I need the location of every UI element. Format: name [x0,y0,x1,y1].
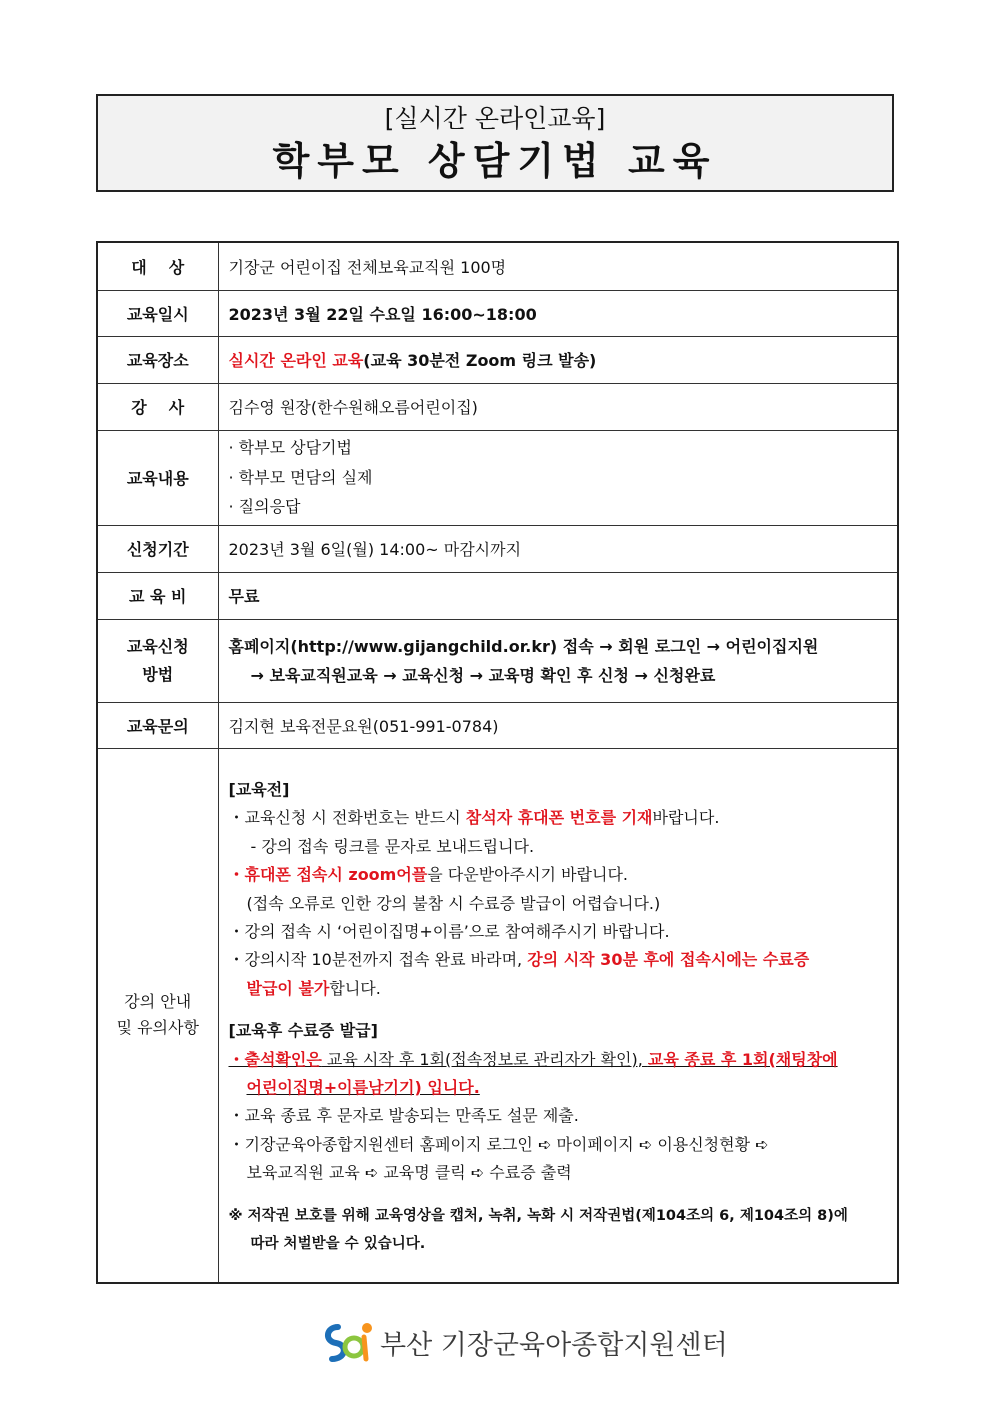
after-title: [교육후 수료증 발급] [228,1021,378,1041]
before-item-4: ・강의시작 10분전까지 접속 완료 바라며, 강의 시작 30분 후에 접속시에는 수료증 [228,950,810,970]
row-apply-method [97,619,898,702]
page-title: 학부모 상담기법 교육 [272,139,718,183]
content-item: · 질의응답 [228,497,301,517]
content-item: · 학부모 면담의 실제 [228,467,373,487]
footer-center-name: 부산 기장군육아종합지원센터 [380,1329,728,1361]
value-date: 2023년 3월 22일 수요일 16:00~18:00 [218,290,898,336]
after-item-3-sub: 보육교직원 교육 ➪ 교육명 클릭 ➪ 수료증 출력 [246,1163,572,1183]
label-apply-method-2: 방법 [142,664,174,684]
row-notes [97,748,898,1283]
before-item-3: ・강의 접속 시 ‘어린이집명+이름’으로 참여해주시기 바랍니다. [228,922,670,942]
label-apply-method [97,619,218,702]
label-apply-method-1: 교육신청 [126,636,189,656]
before-item-1: ・교육신청 시 전화번호는 반드시 참석자 휴대폰 번호를 기재바랍니다. [228,808,720,828]
before-title: [교육전] [228,780,290,799]
label-fee: 교 육 비 [97,572,218,619]
label-notes-1: 강의 안내 [124,992,192,1012]
place-note: (교육 30분전 Zoom 링크 발송) [363,351,597,370]
value-place [218,336,898,383]
value-target: 기장군 어린이집 전체보육교직원 100명 [218,242,898,290]
title-box [96,94,894,192]
value-fee: 무료 [218,572,898,619]
center-logo-icon [320,1319,374,1365]
apply-method-line2: → 보육교직원교육 → 교육신청 → 교육명 확인 후 신청 → 신청완료 [250,665,716,685]
copyright-line2: 따라 처벌받을 수 있습니다. [250,1236,426,1253]
after-item-1: ・출석확인은 교육 시작 후 1회(접속정보로 관리자가 확인), 교육 종료 후 1회(채팅창에 [228,1049,838,1069]
value-instructor: 김수영 원장(한수원해오름어린이집) [218,383,898,430]
value-notes [218,748,898,1283]
after-item-1-sub: 어린이집명+이름남기기) 입니다. [246,1078,480,1098]
place-online: 실시간 온라인 교육 [228,351,364,370]
label-place: 교육장소 [97,336,218,383]
before-item-2: ・휴대폰 접속시 zoom어플을 다운받아주시기 바랍니다. [228,865,628,885]
label-target: 대상 [97,242,218,290]
row-inquiry [97,702,898,748]
row-place [97,336,898,383]
value-apply-method [218,619,898,702]
info-table [96,241,899,1284]
row-date [97,290,898,336]
row-instructor [97,383,898,430]
apply-method-line1: 홈페이지(http://www.gijangchild.or.kr) 접속 → 회원 로그인 → 어린이집지원 [228,636,819,656]
page-subtitle: [실시간 온라인교육] [384,104,606,133]
content-item: · 학부모 상담기법 [228,438,352,458]
row-fee [97,572,898,619]
value-content [218,430,898,525]
label-instructor: 강사 [97,383,218,430]
value-inquiry: 김지현 보육전문요원(051-991-0784) [218,702,898,748]
before-item-1-sub: - 강의 접속 링크를 문자로 보내드립니다. [250,836,535,856]
label-inquiry: 교육문의 [97,702,218,748]
label-apply-period: 신청기간 [97,525,218,572]
copyright-line1: ※ 저작권 보호를 위해 교육영상을 캡처, 녹취, 녹화 시 저작권법(제104조의 6, 제104조의 8)에 [228,1207,848,1224]
label-date: 교육일시 [97,290,218,336]
label-content: 교육내용 [97,430,218,525]
label-notes-2: 및 유의사항 [116,1018,199,1038]
before-item-4-sub: 발급이 불가합니다. [246,978,381,998]
value-apply-period: 2023년 3월 6일(월) 14:00~ 마감시까지 [218,525,898,572]
after-item-2: ・교육 종료 후 문자로 발송되는 만족도 설문 제출. [228,1106,579,1126]
row-apply-period [97,525,898,572]
label-notes [97,748,218,1283]
footer [320,1318,728,1366]
after-item-3: ・기장군육아종합지원센터 홈페이지 로그인 ➪ 마이페이지 ➪ 이용신청현황 ➪ [228,1134,769,1154]
before-item-2-sub: (접속 오류로 인한 강의 불참 시 수료증 발급이 어렵습니다.) [246,893,661,913]
row-target [97,242,898,290]
row-content [97,430,898,525]
